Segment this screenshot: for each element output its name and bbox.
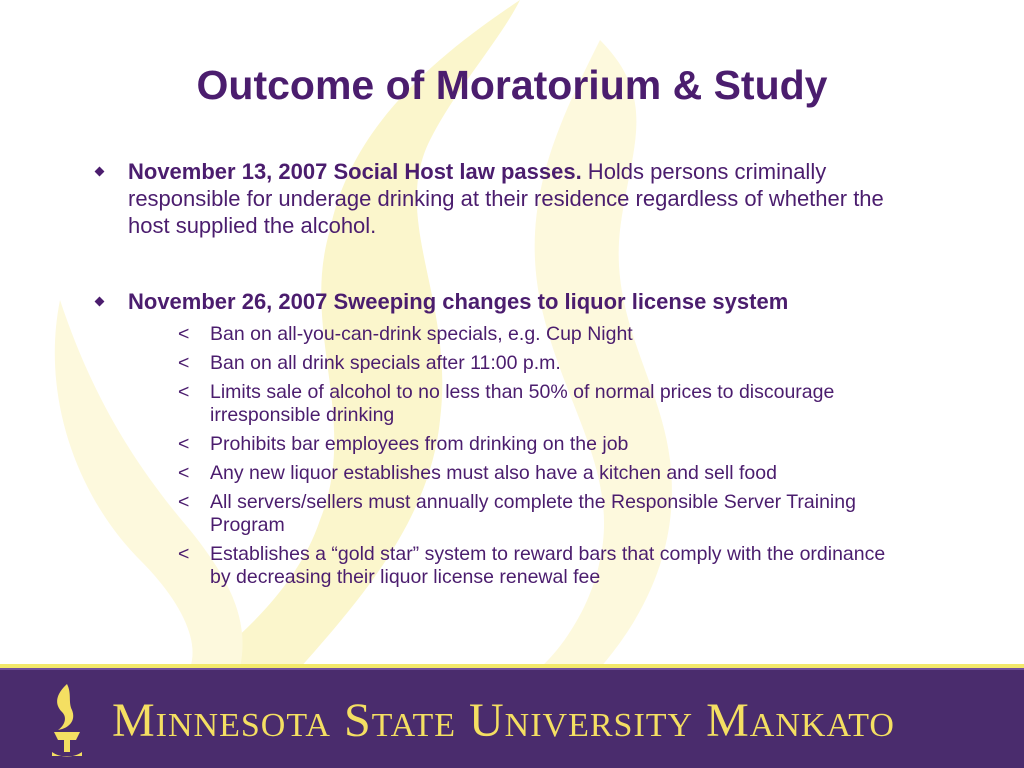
slide-content <box>92 158 892 595</box>
list-item <box>128 323 892 346</box>
list-item <box>128 543 892 589</box>
sub-bullet-marker: < <box>178 491 190 513</box>
bullet-lead: November 26, 2007 Sweeping changes to liquor license system <box>128 289 789 314</box>
bullet-text: Holds persons criminally responsible for underage drinking at their residence regardless of whether the host supplied the alcohol. <box>128 159 884 238</box>
sub-bullet-text: Ban on all drink specials after 11:00 p.m. <box>210 352 561 374</box>
diamond-bullet-icon <box>95 167 105 177</box>
bullet-social-host <box>92 158 892 239</box>
sub-bullet-marker: < <box>178 381 190 403</box>
list-item <box>128 491 892 537</box>
sub-bullet-marker: < <box>178 462 190 484</box>
sub-bullet-text: All servers/sellers must annually complete the Responsible Server Training Program <box>210 491 856 536</box>
sub-bullet-text: Ban on all-you-can-drink specials, e.g. Cup Night <box>210 323 633 345</box>
list-item <box>128 352 892 375</box>
sub-bullet-text: Prohibits bar employees from drinking on the job <box>210 433 629 455</box>
sub-bullet-marker: < <box>178 352 190 374</box>
sub-bullet-text: Establishes a “gold star” system to reward bars that comply with the ordinance by decreasing their liquor license renewal fee <box>210 543 886 588</box>
slide-title: Outcome of Moratorium & Study <box>196 62 828 108</box>
sub-bullet-marker: < <box>178 543 190 565</box>
sub-bullet-list <box>128 323 892 589</box>
footer-divider-inner <box>0 668 1024 670</box>
diamond-bullet-icon <box>95 297 105 307</box>
list-item <box>128 433 892 456</box>
sub-bullet-text: Any new liquor establishes must also have a kitchen and sell food <box>210 462 777 484</box>
sub-bullet-marker: < <box>178 323 190 345</box>
sub-bullet-marker: < <box>178 433 190 455</box>
sub-bullet-text: Limits sale of alcohol to no less than 50% of normal prices to discourage irresponsible drinking <box>210 381 835 426</box>
bullet-liquor-license <box>92 288 892 589</box>
list-item <box>128 462 892 485</box>
university-logo-text: Minnesota State University Mankato <box>112 694 895 747</box>
torch-icon <box>42 682 92 760</box>
list-item <box>128 381 892 427</box>
bullet-lead: November 13, 2007 Social Host law passes. <box>128 159 582 184</box>
